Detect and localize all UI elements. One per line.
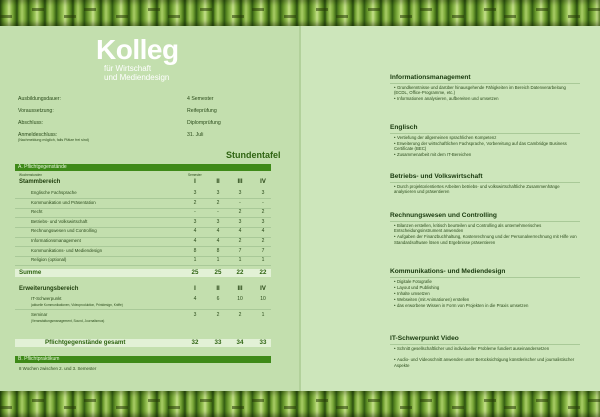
logo-title: Kolleg [96,34,179,65]
section-divider [390,344,580,345]
total-label: Pflichtgegenstände gesamt [45,339,126,346]
bullet-item [394,346,579,351]
bullet-item [394,152,579,157]
total-value: 32 [191,339,199,346]
bamboo-node [316,8,328,11]
erw-title: Erweiterungsbereich [19,286,79,292]
sum-row [15,269,271,277]
bamboo-bottom-border [0,391,600,417]
page-spine [299,26,301,391]
row-value: 3 [216,218,220,225]
bamboo-node [368,399,380,402]
section-divider [390,277,580,278]
info-value: 31. Juli [187,132,204,138]
bamboo-node [252,399,264,402]
info-value: Reifeprüfung [187,108,217,114]
bamboo-node [252,8,264,11]
bamboo-node [64,406,76,409]
section-divider [390,83,580,84]
section-title: Englisch [390,124,418,131]
total-value: 34 [236,339,244,346]
bamboo-node [504,406,516,409]
row-subnote: (aktuelle Kommunikationen, Videoproduktion, Printdesign, Kniffe) [31,303,123,307]
bamboo-node [420,399,432,402]
bamboo-node [116,406,128,409]
bamboo-node [452,15,464,18]
row-value: 1 [261,312,265,318]
bamboo-node [484,8,496,11]
info-label: Anmeldeschluss: [18,132,58,138]
bullet-icon: • [394,135,396,140]
col-head: IV [260,286,266,292]
section-divider [390,221,580,222]
bullet-item [394,279,579,284]
bamboo-node [168,15,180,18]
bamboo-node [400,406,412,409]
section-title: Rechnungswesen und Controlling [390,212,497,219]
table-row [15,209,271,217]
bullet-text: Durch projektorientiertes Arbeiten betriebs- und volkswirtschaftliche Zusammenhänge analysieren und präsentieren [394,184,560,195]
col-header-note: Wochenstunden [19,173,42,177]
bullet-icon: • [394,234,396,240]
bamboo-top-border [0,0,600,26]
row-value: 1 [216,257,220,264]
row-value: 4 [238,228,242,235]
bullet-item [394,303,579,308]
total-row [15,339,271,347]
section-b-header: B. Pflichtpraktikum [15,356,271,363]
bullet-text: Schnitt gesellschaftlicher und individueller Probleme fundiert auseinandersetzen [397,346,550,351]
table-row [15,248,271,256]
info-value: 4 Semester [187,96,214,102]
bullet-text: Bilanzen erstellen, kritisch beurteilen und Controlling als unternehmerisches Entscheidungsinstrument anwenden [394,223,542,234]
bullet-text: Inhalte umsetzen [397,291,430,296]
bamboo-node [200,8,212,11]
table-row [15,228,271,236]
bullet-item [394,291,579,296]
bullet-icon: • [394,303,396,308]
sum-value: 22 [236,269,244,276]
bamboo-node [0,15,12,18]
stamm-title: Stammbereich [19,179,61,185]
info-label: Ausbildungsdauer: [18,96,61,102]
row-divider [15,265,271,266]
bullet-item [394,141,579,152]
bullet-text: Digitale Fotografie [397,279,432,284]
section-b-text: 8 Wochen zwischen 2. und 3. Semester [19,366,97,371]
stamm-header-row [15,179,271,187]
col-head: IV [260,179,266,185]
bullet-icon: • [394,184,396,189]
row-value: 8 [193,247,197,254]
bullet-icon: • [394,346,396,351]
section-divider [390,133,580,134]
bamboo-node [536,399,548,402]
bamboo-node [400,15,412,18]
bamboo-node [536,8,548,11]
row-name: Kommunikations- und Mediendesign [31,247,103,253]
bamboo-node [504,15,516,18]
table-row [15,238,271,246]
bamboo-node [64,15,76,18]
table-row [15,190,271,198]
bullet-item [394,85,579,96]
bamboo-node [32,399,44,402]
row-value: 7 [261,247,265,254]
bamboo-node [452,406,464,409]
row-value: 4 [216,228,220,235]
bullet-item [394,223,579,234]
bamboo-node [0,406,12,409]
row-value: 2 [216,199,220,206]
sum-value: 25 [191,269,199,276]
row-value: 1 [261,257,265,264]
section-title: IT-Schwerpunkt Video [390,335,459,342]
row-name: Seminar [31,312,48,317]
row-value: 2 [261,238,265,244]
col-head: I [194,286,196,292]
bamboo-node [232,15,244,18]
row-value: 3 [238,190,242,196]
row-value: - [217,209,219,216]
row-value: 10 [260,296,266,302]
bullet-icon: • [394,85,396,90]
bamboo-node [148,8,160,11]
bullet-icon: • [394,357,396,363]
bamboo-node [284,15,296,18]
row-name: Englische Fachsprache [31,190,77,195]
row-name: Recht [31,209,43,215]
row-value: 8 [216,247,220,254]
row-value: 2 [193,199,197,206]
row-value: 4 [216,238,220,244]
row-value: 4 [193,296,197,302]
row-value: 3 [238,218,242,225]
bullet-item [394,285,579,290]
row-value: 3 [193,190,197,196]
table-row [15,219,271,227]
bullet-item [394,234,579,245]
row-value: 3 [193,218,197,225]
bamboo-node [568,406,580,409]
bullet-icon: • [394,297,396,302]
row-value: 2 [216,312,220,318]
row-value: 3 [216,190,220,196]
row-value: - [194,209,196,216]
row-value: 4 [261,228,265,235]
bullet-item [394,96,579,101]
row-value: 4 [193,228,197,235]
row-value: - [239,199,241,206]
bullet-icon: • [394,141,396,146]
bullet-text: Zusammenarbeit mit dem IT-Bereichen [397,152,472,158]
bullet-text: Webseiten (mit Animationen) erstellen [397,297,470,302]
bullet-text: Audio- und Videoschnitt anwenden unter Berücksichtigung künstlerischer und journalistischer Aspekte [394,357,575,368]
semester-note: Semester [188,173,202,177]
bullet-icon: • [394,96,396,102]
erw-header-row [15,286,271,294]
section-divider [390,182,580,183]
row-value: 2 [238,312,242,318]
row-value: 3 [193,312,197,318]
logo-subtitle-2: und Mediendesign [104,73,170,82]
bullet-icon: • [394,291,396,296]
bamboo-node [568,15,580,18]
stundentafel-title: Stundentafel [226,150,281,160]
row-value: 1 [238,257,242,264]
bamboo-node [420,8,432,11]
bamboo-node [368,8,380,11]
bullet-item [394,184,579,195]
row-value: 6 [216,296,220,302]
row-value: 3 [261,218,265,225]
sum-value: 22 [259,269,267,276]
bamboo-node [588,8,600,11]
bullet-text: das erworbene Wissen in Form von Projekten in die Praxis umsetzen [397,303,529,308]
col-head: I [194,179,196,185]
bullet-text: Aufgaben der Finanzbuchhaltung, Kostenrechnung und der Personalverrechnung mit Hilfe von Standardsoftware lösen und Ergebnisse präsentieren [394,234,577,245]
bamboo-node [148,399,160,402]
section-title: Betriebs- und Volkswirtschaft [390,173,483,180]
row-value: 7 [238,247,242,254]
row-value: 3 [261,190,265,196]
table-row [15,257,271,265]
row-value: 4 [193,238,197,244]
row-value: 1 [193,257,197,264]
bullet-icon: • [394,223,396,228]
bamboo-node [116,15,128,18]
info-label: Voraussetzung: [18,108,54,114]
row-name: Rechnungswesen und Controlling [31,228,97,234]
bamboo-node [284,406,296,409]
col-head: III [237,286,243,292]
info-note: (Nachmeldung möglich, falls Plätze frei sind) [18,138,89,142]
brochure-spread [0,26,600,391]
section-title: Informationsmanagement [390,74,471,81]
sum-value: 25 [214,269,222,276]
row-value: - [262,199,264,206]
col-head: II [216,286,220,292]
row-name: IT-Schwerpunkt [31,296,62,301]
bullet-text: Grundkenntnisse und darüber hinausgehende Fähigkeiten im Bereich Datenverarbeitung (ECDL, Office-Programme, etc.) [394,85,566,96]
row-name: Religion (optional) [31,257,67,263]
bamboo-node [588,399,600,402]
total-value: 33 [214,339,222,346]
row-name: Informationsmanagement [31,238,81,243]
row-value: 2 [238,238,242,244]
bamboo-node [484,399,496,402]
row-name: Kommunikation und Präsentation [31,199,96,205]
row-value: 2 [261,209,265,216]
info-value: Diplomprüfung [187,120,221,126]
bamboo-node [84,399,96,402]
bamboo-node [84,8,96,11]
col-head: II [216,179,220,185]
bamboo-node [200,399,212,402]
bamboo-node [336,15,348,18]
bamboo-node [316,399,328,402]
sum-label: Summe [19,269,42,276]
bullet-text: Layout und Publishing [397,285,440,290]
section-title: Kommunikations- und Mediendesign [390,268,506,275]
bamboo-node [32,8,44,11]
row-subnote: (Veranstaltungsmanagement, Sound, Journalismus) [31,319,105,323]
col-head: III [237,179,243,185]
info-label: Abschluss: [18,120,44,126]
row-value: 2 [238,209,242,216]
total-value: 33 [259,339,267,346]
logo-subtitle-1: für Wirtschaft [104,64,152,73]
row-divider [15,309,271,310]
bullet-icon: • [394,285,396,290]
bamboo-node [168,406,180,409]
bullet-icon: • [394,279,396,284]
bullet-item [394,297,579,302]
bullet-text: Erweiterung der wirtschaftlichen Fachsprache, Vorbereitung auf das Cambridge Business Certificate (BEC) [394,141,567,152]
section-a-header: A. Pflichtgegenstände [15,164,271,171]
bullet-text: Informationen analysieren, aufbereiten und umsetzen [397,96,499,102]
row-name: Betriebs- und Volkswirtschaft [31,218,88,224]
bullet-text: Vertiefung der allgemeinen sprachlichen Kompetenz [397,135,497,140]
bullet-item [394,357,579,368]
bamboo-node [336,406,348,409]
table-row [15,200,271,208]
bullet-icon: • [394,152,396,158]
row-value: 10 [237,296,243,302]
bullet-item [394,135,579,140]
bamboo-node [232,406,244,409]
